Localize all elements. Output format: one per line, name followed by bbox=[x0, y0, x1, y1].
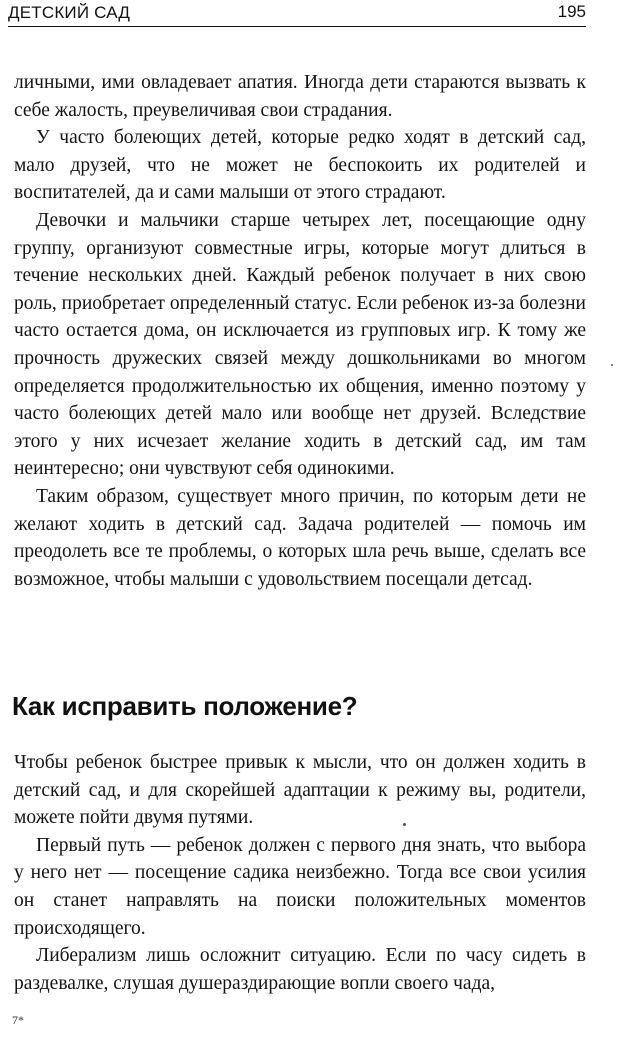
ink-speck bbox=[611, 364, 613, 366]
section-title: ДЕТСКИЙ САД bbox=[8, 3, 131, 22]
text-block-top bbox=[14, 69, 586, 593]
paragraph: Либерализм лишь осложнит ситуацию. Если по часу сидеть в раздевалке, слушая душераздирающие вопли своего чада, bbox=[14, 945, 586, 994]
running-head bbox=[8, 2, 586, 27]
ink-speck bbox=[403, 823, 406, 826]
paragraph: Девочки и мальчики старше четырех лет, посещающие одну группу, организуют совместные игры, которые могут длиться в течение нескольких дней. Каждый ребенок получает в них свою роль, приобретает определенный статус. Если ребенок из-за болезни часто остается дома, он исключается из групповых игр. К тому же прочность дружеских связей между дошкольниками во многом определяется продолжительностью их общения, именно поэтому у часто болеющих детей мало или вообще нет друзей. Вследствие этого у них исчезает желание ходить в детский сад, им там неинтересно; они чувствуют себя одинокими. bbox=[14, 209, 586, 480]
page-number: 195 bbox=[557, 2, 586, 21]
printer-signature: 7* bbox=[12, 1013, 24, 1027]
text-block-bottom bbox=[14, 749, 586, 997]
paragraph: Таким образом, существует много причин, по которым дети не желают ходить в детский сад. Задача родителей — помочь им преодолеть все те проблемы, о которых шла речь выше, сделать все возможное, чтобы малыши с удовольствием посещали детсад. bbox=[14, 485, 586, 590]
paragraph: личными, ими овладевает апатия. Иногда дети стараются вызвать к себе жалость, преувеличивая свои страдания. bbox=[14, 72, 586, 121]
paragraph: Первый путь — ребенок должен с первого дня знать, что выбора у него нет — посещение садика неизбежно. Тогда все свои усилия он станет направлять на поиски положительных моментов происходящего. bbox=[14, 834, 586, 939]
paragraph: У часто болеющих детей, которые редко ходят в детский сад, мало друзей, что не может не беспокоить их родителей и воспитателей, да и сами малыши от этого страдают. bbox=[14, 127, 586, 204]
section-heading: Как исправить положение? bbox=[12, 691, 358, 721]
paragraph: Чтобы ребенок быстрее привык к мысли, что он должен ходить в детский сад, и для скорейшей адаптации к режиму вы, родители, можете пойти двумя путями. bbox=[14, 752, 586, 829]
